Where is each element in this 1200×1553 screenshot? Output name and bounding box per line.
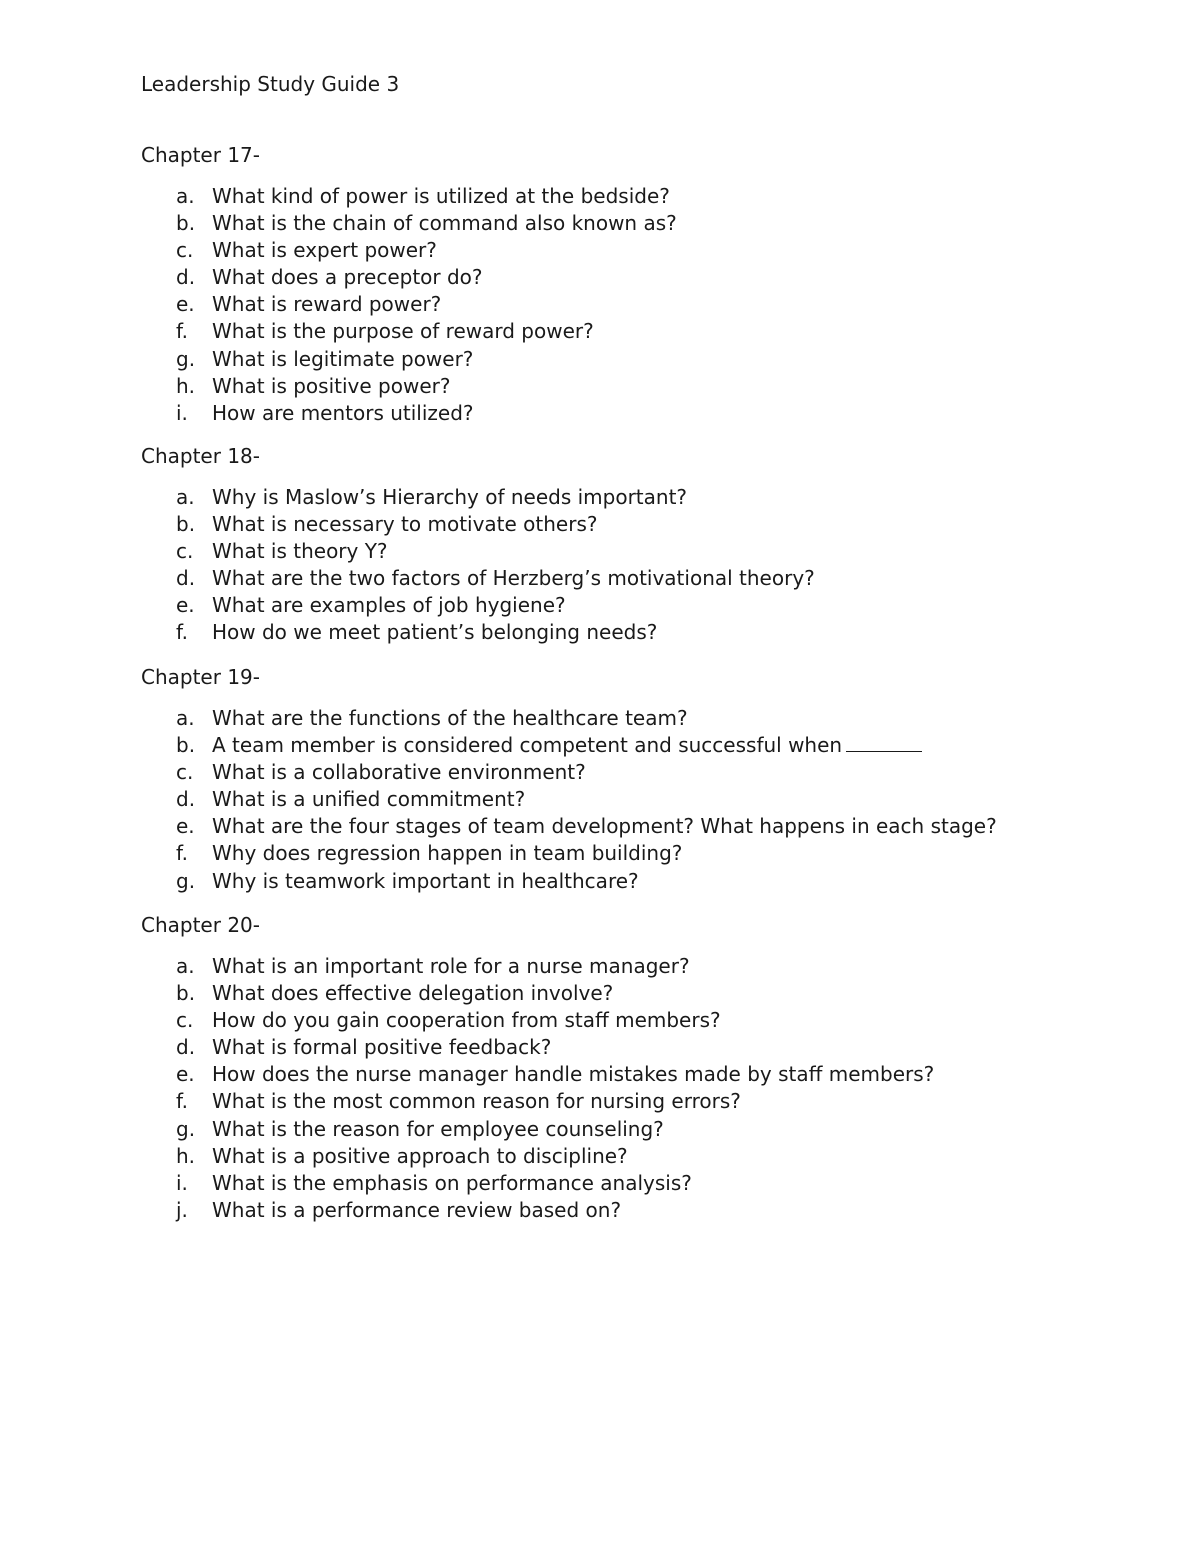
question-marker: f. [176,1089,188,1114]
question-item [141,1116,1141,1143]
question-text: What is the reason for employee counseling? [212,1116,664,1141]
question-item [141,1170,1141,1197]
question-marker: j. [176,1197,188,1222]
question-text: What is expert power? [212,238,437,263]
question-marker: g. [176,1116,196,1141]
question-text: What are examples of job hygiene? [212,593,566,618]
question-marker: c. [176,1008,194,1033]
question-text: What does effective delegation involve? [212,981,614,1006]
question-text: What kind of power is utilized at the bedside? [212,184,670,208]
question-item [141,346,1141,373]
question-text: What is positive power? [212,373,451,398]
question-text: What is a unified commitment? [212,787,526,812]
question-text: What are the four stages of team development? What happens in each stage? [212,814,997,839]
fill-in-blank-line [846,733,922,752]
question-marker: i. [176,400,188,425]
question-list [141,484,1141,647]
question-item [141,511,1141,538]
question-marker: g. [176,868,196,893]
chapter-20-section [141,911,1141,1224]
question-text: What does a preceptor do? [212,265,483,290]
question-marker: f. [176,319,188,344]
question-text: What is the emphasis on performance analysis? [212,1170,692,1195]
question-item [141,318,1141,345]
question-item [141,373,1141,400]
question-text: How do you gain cooperation from staff members? [212,1008,721,1033]
question-marker: i. [176,1170,188,1195]
chapter-heading: Chapter 18- [141,444,260,468]
question-text: Why is Maslow’s Hierarchy of needs important? [212,485,688,509]
question-marker: b. [176,733,196,758]
question-item [141,400,1141,427]
question-marker: f. [176,620,188,645]
question-item [141,1007,1141,1034]
question-item [141,759,1141,786]
question-list [141,183,1141,427]
question-text: What is the most common reason for nursing errors? [212,1089,741,1114]
question-text: What is a positive approach to discipline? [212,1143,628,1168]
question-item [141,237,1141,264]
question-item [141,786,1141,813]
question-text: What is necessary to motivate others? [212,512,598,537]
question-marker: a. [176,954,195,978]
question-marker: c. [176,760,194,785]
question-marker: h. [176,373,196,398]
question-item [141,980,1141,1007]
question-text: What are the two factors of Herzberg’s motivational theory? [212,566,815,591]
question-item [141,732,1141,759]
question-item [141,592,1141,619]
question-marker: b. [176,211,196,236]
question-marker: e. [176,1062,195,1087]
question-text: How are mentors utilized? [212,400,474,425]
question-marker: f. [176,841,188,866]
question-text: What is legitimate power? [212,346,474,371]
question-text: How does the nurse manager handle mistakes made by staff members? [212,1062,935,1087]
question-marker: d. [176,1035,196,1060]
question-text: Why is teamwork important in healthcare? [212,868,639,893]
question-text-with-blank [212,732,922,759]
question-item [141,813,1141,840]
question-marker: a. [176,706,195,730]
question-text: What is a performance review based on? [212,1197,622,1222]
question-item [141,953,1141,980]
question-marker: h. [176,1143,196,1168]
question-marker: d. [176,265,196,290]
question-item [141,210,1141,237]
chapter-19-section [141,663,1141,895]
question-item [141,619,1141,646]
question-text: How do we meet patient’s belonging needs? [212,620,658,645]
question-list [141,953,1141,1224]
question-text: Why does regression happen in team building? [212,841,683,866]
question-item [141,705,1141,732]
question-text: What are the functions of the healthcare team? [212,706,688,730]
question-marker: c. [176,238,194,263]
question-marker: d. [176,787,196,812]
question-item [141,484,1141,511]
question-item [141,1034,1141,1061]
question-item [141,183,1141,210]
chapter-18-section [141,442,1141,647]
question-item [141,1088,1141,1115]
question-text: What is an important role for a nurse manager? [212,954,690,978]
question-marker: b. [176,512,196,537]
question-marker: e. [176,292,195,317]
question-text: What is theory Y? [212,539,388,564]
question-list [141,705,1141,895]
question-marker: c. [176,539,194,564]
question-marker: d. [176,566,196,591]
question-item [141,1197,1141,1224]
question-text: What is the purpose of reward power? [212,319,594,344]
question-marker: a. [176,184,195,208]
question-item [141,868,1141,895]
question-text: What is formal positive feedback? [212,1035,552,1060]
chapter-heading: Chapter 19- [141,665,260,689]
question-marker: b. [176,981,196,1006]
question-marker: g. [176,346,196,371]
question-text: What is a collaborative environment? [212,760,586,785]
chapter-17-section [141,141,1141,427]
question-marker: e. [176,814,195,839]
question-item [141,1061,1141,1088]
chapter-heading: Chapter 17- [141,143,260,167]
question-item [141,264,1141,291]
question-item [141,840,1141,867]
question-item [141,1143,1141,1170]
question-marker: e. [176,593,195,618]
question-item [141,291,1141,318]
chapter-heading: Chapter 20- [141,913,260,937]
question-item [141,538,1141,565]
question-text: What is reward power? [212,292,442,317]
question-text: A team member is considered competent and successful when [212,733,843,758]
question-text: What is the chain of command also known as? [212,211,677,236]
document-title: Leadership Study Guide 3 [141,72,400,96]
question-item [141,565,1141,592]
question-marker: a. [176,485,195,509]
